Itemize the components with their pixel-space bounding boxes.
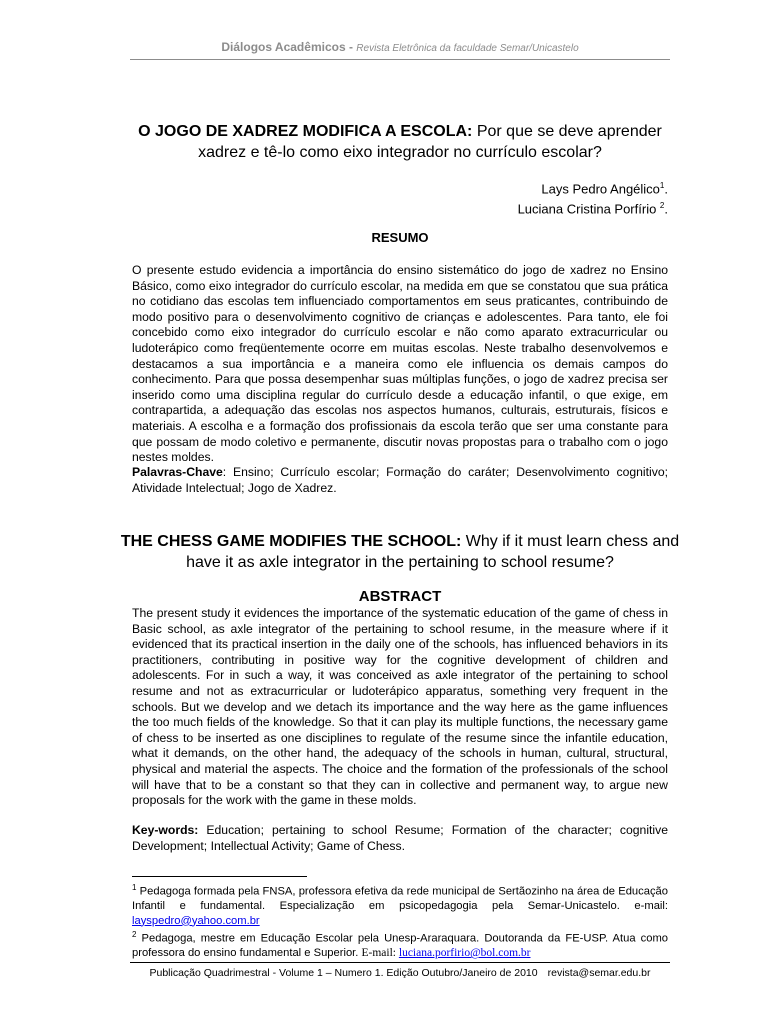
running-footer — [130, 967, 670, 979]
footnotes — [132, 881, 668, 961]
footnote-text: Pedagoga, mestre em Educação Escolar pela Unesp-Araraquara. Doutoranda da FE-USP. Atua como professora do ensino fundamental e Superior. — [132, 932, 668, 960]
resumo-heading: RESUMO — [371, 230, 429, 245]
title-english — [120, 531, 680, 573]
keywords-text: : Ensino; Currículo escolar; Formação do caráter; Desenvolvimento cognitivo; Atividade Intelectual; Jogo de Xadrez. — [132, 465, 668, 495]
title-pt-rest: Por que se deve aprender xadrez e tê-lo como eixo integrador no currículo escolar? — [198, 123, 662, 161]
email-link[interactable]: layspedro@yahoo.com.br — [132, 914, 260, 927]
footnote-divider — [132, 876, 307, 877]
footnote-number: 1 — [132, 883, 137, 892]
author-2 — [518, 197, 668, 217]
running-header — [130, 40, 670, 60]
keywords-label: Key-words: — [132, 823, 199, 837]
author-name: Lays Pedro Angélico — [541, 181, 660, 197]
key-words — [132, 823, 668, 854]
abstract-text: The present study it evidences the importance of the systematic education of the game of chess in Basic school, as axle integrator of the pertaining to school resume, in the measure where if it evidenced that its practical insertion in the daily one of the schools, has influenced behaviors in its practitioners, contributing in positive way for the cognitive development of children and adolescents. For in such a way, it was conceived as axle integrator of the pertaining to school resume and not as extracurricular or ludoterápico apparatus, something very frequent in the schools. But we develop and we detach its importance and the way here as the game influences the too much fields of the knowledge. So that it can play its multiple functions, the necessary game of chess to be inserted as one disciplines to regulate of the resume since the infantile education, what it demands, on the other hand, the adequacy of the schools in human, cultural, structural, physical and material the aspects. The choice and the formation of the professionals of the school will have that to be a constant so that they can in collective and permanent way, to argue new proposals for the work with the game in these molds. — [132, 606, 668, 808]
author-note-ref: 1 — [659, 181, 665, 190]
footnote-text: Pedagoga formada pela FNSA, professora efetiva da rede municipal de Sertãozinho na área de Educação Infantil e fundamental. Especialização em psicopedagogia pela Semar-Unicastelo. e-mail: — [132, 885, 668, 913]
footnote-number: 2 — [132, 929, 137, 939]
title-en-rest: Why if it must learn chess and have it as axle integrator in the pertaining to school resume? — [186, 533, 680, 571]
email-link[interactable]: luciana.porfirio@bol.com.br — [398, 947, 531, 960]
author-1 — [518, 177, 668, 197]
title-en-bold: THE CHESS GAME MODIFIES THE SCHOOL: — [120, 533, 462, 550]
abstract-heading: ABSTRACT — [358, 588, 442, 605]
authors — [518, 177, 668, 218]
palavras-chave — [132, 465, 668, 496]
author-name: Luciana Cristina Porfírio — [517, 201, 660, 217]
publication-info: Publicação Quadrimestral - Volume 1 – Numero 1. Edição Outubro/Janeiro de 2010 — [149, 967, 538, 979]
keywords-text: Education; pertaining to school Resume; Formation of the character; cognitive Development; Intellectual Activity; Game of Chess. — [132, 823, 668, 853]
footnote-2 — [132, 928, 668, 961]
journal-subtitle: Revista Eletrônica da faculdade Semar/Unicastelo — [356, 43, 579, 54]
title-pt-bold: O JOGO DE XADREZ MODIFICA A ESCOLA: — [138, 123, 473, 140]
email-label: E-mail: — [361, 947, 399, 960]
footer-divider — [130, 962, 670, 963]
footnote-1 — [132, 881, 668, 928]
resumo-text: O presente estudo evidencia a importância do ensino sistemático do jogo de xadrez no Ensino Básico, como eixo integrador do currículo escolar, na medida em que se constatou que sua prática no cotidiano das escolas tem influenciado comportamentos em seus praticantes, contribuindo de modo positivo para o desenvolvimento cognitivo de crianças e adolescentes. Para tanto, ele foi concebido como eixo integrador do currículo escolar e não como aparato extracurricular ou ludoterápico como freqüentemente ocorre em muitas escolas. Neste trabalho desenvolvemos e destacamos a sua importância e a maneira como ele influencia os demais campos do conhecimento. Para que possa desempenhar suas múltiplas funções, o jogo de xadrez precisa ser inserido como uma disciplina regular do currículo desde a educação infantil, o que exige, em contrapartida, a adequação das escolas nos aspectos humanos, culturais, estruturais, físicos e materiais. A escolha e a formação dos profissionais da escola terão que ser uma constante para que possam de modo coletivo e permanente, discutir novas propostas para o trabalho com o jogo nestes moldes. — [132, 263, 668, 465]
author-note-ref: 2 — [659, 201, 665, 211]
journal-email: revista@semar.edu.br — [547, 967, 651, 979]
title-portuguese — [130, 121, 670, 163]
author-suffix: . — [664, 201, 668, 217]
journal-name: Diálogos Acadêmicos - — [221, 40, 353, 54]
keywords-label: Palavras-Chave — [132, 465, 223, 479]
author-suffix: . — [664, 181, 668, 197]
